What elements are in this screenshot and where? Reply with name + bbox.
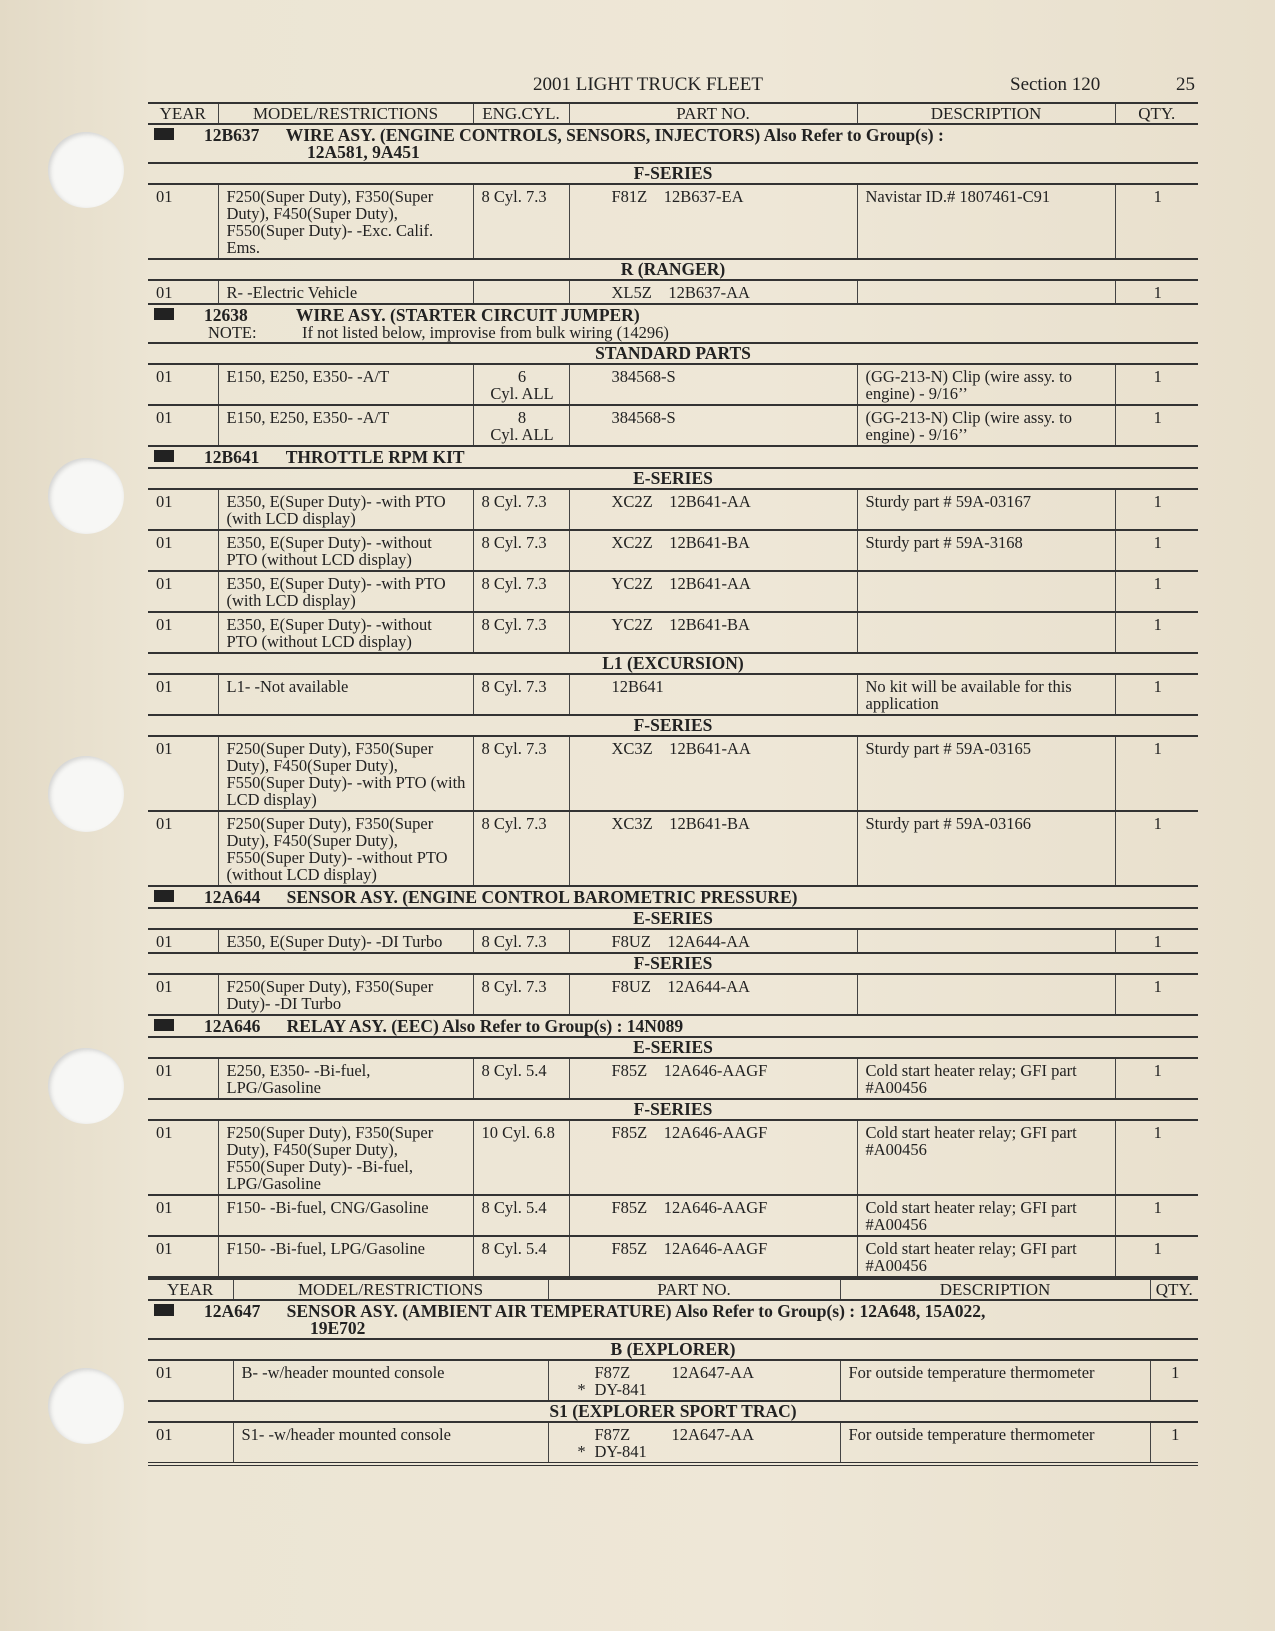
item-title: SENSOR ASY. (AMBIENT AIR TEMPERATURE) Also Refer to Group(s) : 12A648, 15A022, xyxy=(286,1301,986,1321)
model-cell: E350, E(Super Duty)- -without PTO (without LCD display) xyxy=(218,530,473,571)
item-code: 12B637 xyxy=(204,125,260,145)
item-marker-icon xyxy=(154,1304,174,1316)
desc-cell xyxy=(857,612,1115,653)
part-cell: 12B641 xyxy=(569,674,857,715)
col-desc: DESCRIPTION xyxy=(857,103,1115,124)
desc-cell: Cold start heater relay; GFI part #A00456 xyxy=(857,1120,1115,1195)
desc-cell: Sturdy part # 59A-03166 xyxy=(857,811,1115,886)
part-cell: 384568-S xyxy=(569,364,857,405)
col-part: PART NO. xyxy=(569,103,857,124)
section-label: Section 120 xyxy=(1010,74,1101,95)
note-label: NOTE: xyxy=(208,323,257,342)
desc-cell: Cold start heater relay; GFI part #A00456 xyxy=(857,1195,1115,1236)
year-cell: 01 xyxy=(148,489,218,530)
qty-cell: 1 xyxy=(1115,929,1198,953)
qty-cell: 1 xyxy=(1115,571,1198,612)
desc-cell: For outside temperature thermometer xyxy=(840,1360,1150,1401)
year-cell: 01 xyxy=(148,1195,218,1236)
table-row xyxy=(148,1195,1198,1236)
item-header xyxy=(148,446,1198,468)
year-cell: 01 xyxy=(148,364,218,405)
table-row xyxy=(148,184,1198,259)
model-cell: F150- -Bi-fuel, LPG/Gasoline xyxy=(218,1236,473,1277)
table-row xyxy=(148,1360,1198,1401)
col-part: PART NO. xyxy=(548,1279,840,1300)
year-cell: 01 xyxy=(148,974,218,1015)
series-heading: F-SERIES xyxy=(148,953,1198,974)
desc-cell: Sturdy part # 59A-03167 xyxy=(857,489,1115,530)
eng-cell: 8 Cyl. ALL xyxy=(473,405,569,446)
part-cell: XC2Z 12B641-AA xyxy=(569,489,857,530)
desc-cell xyxy=(857,929,1115,953)
item-header xyxy=(148,304,1198,343)
item-marker-icon xyxy=(154,450,174,462)
column-header-row xyxy=(148,103,1198,124)
model-cell: E150, E250, E350- -A/T xyxy=(218,405,473,446)
series-heading: R (RANGER) xyxy=(148,259,1198,280)
desc-cell: (GG-213-N) Clip (wire assy. to engine) - 9/16’’ xyxy=(857,364,1115,405)
part-cell: YC2Z 12B641-BA xyxy=(569,612,857,653)
part-cell: XC3Z 12B641-BA xyxy=(569,811,857,886)
desc-cell: No kit will be available for this application xyxy=(857,674,1115,715)
desc-cell: Cold start heater relay; GFI part #A00456 xyxy=(857,1058,1115,1099)
col-qty: QTY. xyxy=(1115,103,1198,124)
qty-cell: 1 xyxy=(1115,1120,1198,1195)
model-cell: R- -Electric Vehicle xyxy=(218,280,473,304)
binder-hole xyxy=(48,756,124,832)
qty-cell: 1 xyxy=(1115,974,1198,1015)
model-cell: F250(Super Duty), F350(Super Duty), F450(Super Duty), F550(Super Duty)- -Bi-fuel, LPG/Gasoline xyxy=(218,1120,473,1195)
table-row xyxy=(148,571,1198,612)
table-row xyxy=(148,405,1198,446)
item-code: 12B641 xyxy=(204,447,260,467)
series-heading: F-SERIES xyxy=(148,715,1198,736)
qty-cell: 1 xyxy=(1115,1058,1198,1099)
model-cell: E350, E(Super Duty)- -DI Turbo xyxy=(218,929,473,953)
eng-cell: 8 Cyl. 7.3 xyxy=(473,612,569,653)
item-code: 12638 xyxy=(204,305,248,325)
series-heading: STANDARD PARTS xyxy=(148,343,1198,364)
part-cell: XC2Z 12B641-BA xyxy=(569,530,857,571)
eng-cell: 8 Cyl. 5.4 xyxy=(473,1058,569,1099)
qty-cell: 1 xyxy=(1115,364,1198,405)
model-cell: F150- -Bi-fuel, CNG/Gasoline xyxy=(218,1195,473,1236)
year-cell: 01 xyxy=(148,184,218,259)
part-cell: F85Z 12A646-AAGF xyxy=(569,1195,857,1236)
table-row xyxy=(148,612,1198,653)
qty-cell: 1 xyxy=(1115,280,1198,304)
qty-cell: 1 xyxy=(1115,489,1198,530)
model-cell: F250(Super Duty), F350(Super Duty)- -DI Turbo xyxy=(218,974,473,1015)
model-cell: E350, E(Super Duty)- -with PTO (with LCD display) xyxy=(218,489,473,530)
table-row xyxy=(148,280,1198,304)
part-cell: F87Z 12A647-AA * DY-841 xyxy=(548,1422,840,1464)
item-title: THROTTLE RPM KIT xyxy=(285,447,465,467)
series-heading: E-SERIES xyxy=(148,908,1198,929)
qty-cell: 1 xyxy=(1115,405,1198,446)
eng-cell: 6 Cyl. ALL xyxy=(473,364,569,405)
desc-cell xyxy=(857,280,1115,304)
desc-cell: Navistar ID.# 1807461-C91 xyxy=(857,184,1115,259)
year-cell: 01 xyxy=(148,571,218,612)
col-year: YEAR xyxy=(148,103,218,124)
part-cell: F85Z 12A646-AAGF xyxy=(569,1058,857,1099)
qty-cell: 1 xyxy=(1150,1360,1198,1401)
table-row xyxy=(148,974,1198,1015)
parts-table-upper xyxy=(148,102,1198,1278)
part-cell: XC3Z 12B641-AA xyxy=(569,736,857,811)
eng-cell: 8 Cyl. 7.3 xyxy=(473,674,569,715)
parts-listing xyxy=(148,102,1198,1466)
eng-cell: 8 Cyl. 7.3 xyxy=(473,571,569,612)
col-model: MODEL/RESTRICTIONS xyxy=(233,1279,548,1300)
model-cell: E350, E(Super Duty)- -without PTO (without LCD display) xyxy=(218,612,473,653)
item-title-cont: 12A581, 9A451 xyxy=(307,142,420,162)
catalog-title: 2001 LIGHT TRUCK FLEET xyxy=(533,74,763,95)
part-cell: F8UZ 12A644-AA xyxy=(569,974,857,1015)
eng-cell: 8 Cyl. 7.3 xyxy=(473,811,569,886)
table-row xyxy=(148,811,1198,886)
year-cell: 01 xyxy=(148,280,218,304)
year-cell: 01 xyxy=(148,1058,218,1099)
item-header xyxy=(148,124,1198,163)
item-header xyxy=(148,886,1198,908)
model-cell: F250(Super Duty), F350(Super Duty), F450(Super Duty), F550(Super Duty)- -Exc. Calif. Ems. xyxy=(218,184,473,259)
item-marker-icon xyxy=(154,1019,174,1031)
item-title-cont: 19E702 xyxy=(310,1318,366,1338)
item-header xyxy=(148,1300,1198,1339)
table-row xyxy=(148,1422,1198,1464)
part-cell: YC2Z 12B641-AA xyxy=(569,571,857,612)
table-row xyxy=(148,1236,1198,1277)
table-row xyxy=(148,489,1198,530)
table-row xyxy=(148,674,1198,715)
eng-cell: 8 Cyl. 5.4 xyxy=(473,1195,569,1236)
col-year: YEAR xyxy=(148,1279,233,1300)
desc-cell: (GG-213-N) Clip (wire assy. to engine) - 9/16’’ xyxy=(857,405,1115,446)
part-cell: F8UZ 12A644-AA xyxy=(569,929,857,953)
model-cell: F250(Super Duty), F350(Super Duty), F450(Super Duty), F550(Super Duty)- -with PTO (with LCD display) xyxy=(218,736,473,811)
qty-cell: 1 xyxy=(1115,811,1198,886)
year-cell: 01 xyxy=(148,1120,218,1195)
qty-cell: 1 xyxy=(1115,530,1198,571)
item-code: 12A646 xyxy=(204,1016,261,1036)
desc-cell: Sturdy part # 59A-3168 xyxy=(857,530,1115,571)
table-row xyxy=(148,530,1198,571)
year-cell: 01 xyxy=(148,530,218,571)
series-heading: S1 (EXPLORER SPORT TRAC) xyxy=(148,1401,1198,1422)
qty-cell: 1 xyxy=(1115,1236,1198,1277)
binder-hole xyxy=(48,1048,124,1124)
year-cell: 01 xyxy=(148,1360,233,1401)
series-heading: E-SERIES xyxy=(148,1037,1198,1058)
qty-cell: 1 xyxy=(1115,612,1198,653)
item-title: WIRE ASY. (STARTER CIRCUIT JUMPER) xyxy=(295,305,640,325)
item-marker-icon xyxy=(154,890,174,902)
qty-cell: 1 xyxy=(1115,184,1198,259)
qty-cell: 1 xyxy=(1115,1195,1198,1236)
year-cell: 01 xyxy=(148,405,218,446)
eng-cell: 8 Cyl. 7.3 xyxy=(473,184,569,259)
series-heading: L1 (EXCURSION) xyxy=(148,653,1198,674)
col-model: MODEL/RESTRICTIONS xyxy=(218,103,473,124)
model-cell: E350, E(Super Duty)- -with PTO (with LCD display) xyxy=(218,571,473,612)
model-cell: L1- -Not available xyxy=(218,674,473,715)
eng-cell: 8 Cyl. 7.3 xyxy=(473,530,569,571)
desc-cell: Cold start heater relay; GFI part #A00456 xyxy=(857,1236,1115,1277)
part-cell: XL5Z 12B637-AA xyxy=(569,280,857,304)
eng-cell: 8 Cyl. 5.4 xyxy=(473,1236,569,1277)
col-qty: QTY. xyxy=(1150,1279,1198,1300)
binder-hole xyxy=(48,1368,124,1444)
year-cell: 01 xyxy=(148,612,218,653)
table-row xyxy=(148,929,1198,953)
part-cell: F81Z 12B637-EA xyxy=(569,184,857,259)
item-header xyxy=(148,1015,1198,1037)
eng-cell: 8 Cyl. 7.3 xyxy=(473,489,569,530)
series-heading: F-SERIES xyxy=(148,163,1198,184)
model-cell: F250(Super Duty), F350(Super Duty), F450(Super Duty), F550(Super Duty)- -without PTO (without LCD display) xyxy=(218,811,473,886)
eng-cell: 8 Cyl. 7.3 xyxy=(473,736,569,811)
part-cell: 384568-S xyxy=(569,405,857,446)
model-cell: E250, E350- -Bi-fuel, LPG/Gasoline xyxy=(218,1058,473,1099)
year-cell: 01 xyxy=(148,811,218,886)
table-row xyxy=(148,364,1198,405)
qty-cell: 1 xyxy=(1115,674,1198,715)
series-heading: B (EXPLORER) xyxy=(148,1339,1198,1360)
item-title: SENSOR ASY. (ENGINE CONTROL BAROMETRIC PRESSURE) xyxy=(286,887,798,907)
item-marker-icon xyxy=(154,308,174,320)
eng-cell: 8 Cyl. 7.3 xyxy=(473,974,569,1015)
parts-table-lower xyxy=(148,1278,1198,1466)
desc-cell xyxy=(857,571,1115,612)
year-cell: 01 xyxy=(148,1422,233,1464)
desc-cell: Sturdy part # 59A-03165 xyxy=(857,736,1115,811)
binder-hole xyxy=(48,132,124,208)
item-title: WIRE ASY. (ENGINE CONTROLS, SENSORS, INJECTORS) Also Refer to Group(s) : xyxy=(285,125,944,145)
year-cell: 01 xyxy=(148,929,218,953)
series-heading: E-SERIES xyxy=(148,468,1198,489)
model-cell: S1- -w/header mounted console xyxy=(233,1422,548,1464)
item-code: 12A647 xyxy=(204,1301,261,1321)
item-marker-icon xyxy=(154,128,174,140)
qty-cell: 1 xyxy=(1150,1422,1198,1464)
model-cell: E150, E250, E350- -A/T xyxy=(218,364,473,405)
col-eng: ENG.CYL. xyxy=(473,103,569,124)
eng-cell: 8 Cyl. 7.3 xyxy=(473,929,569,953)
note-text: If not listed below, improvise from bulk wiring (14296) xyxy=(301,323,669,342)
page-number: 25 xyxy=(1176,74,1195,95)
year-cell: 01 xyxy=(148,736,218,811)
eng-cell: 10 Cyl. 6.8 xyxy=(473,1120,569,1195)
page-header xyxy=(148,74,1198,98)
binder-hole xyxy=(48,458,124,534)
table-row xyxy=(148,736,1198,811)
desc-cell: For outside temperature thermometer xyxy=(840,1422,1150,1464)
item-title: RELAY ASY. (EEC) Also Refer to Group(s) : 14N089 xyxy=(286,1016,684,1036)
col-desc: DESCRIPTION xyxy=(840,1279,1150,1300)
year-cell: 01 xyxy=(148,674,218,715)
year-cell: 01 xyxy=(148,1236,218,1277)
eng-cell xyxy=(473,280,569,304)
part-cell: F87Z 12A647-AA * DY-841 xyxy=(548,1360,840,1401)
column-header-row xyxy=(148,1279,1198,1300)
item-code: 12A644 xyxy=(204,887,261,907)
table-row xyxy=(148,1120,1198,1195)
part-cell: F85Z 12A646-AAGF xyxy=(569,1236,857,1277)
qty-cell: 1 xyxy=(1115,736,1198,811)
part-cell: F85Z 12A646-AAGF xyxy=(569,1120,857,1195)
model-cell: B- -w/header mounted console xyxy=(233,1360,548,1401)
series-heading: F-SERIES xyxy=(148,1099,1198,1120)
table-row xyxy=(148,1058,1198,1099)
desc-cell xyxy=(857,974,1115,1015)
